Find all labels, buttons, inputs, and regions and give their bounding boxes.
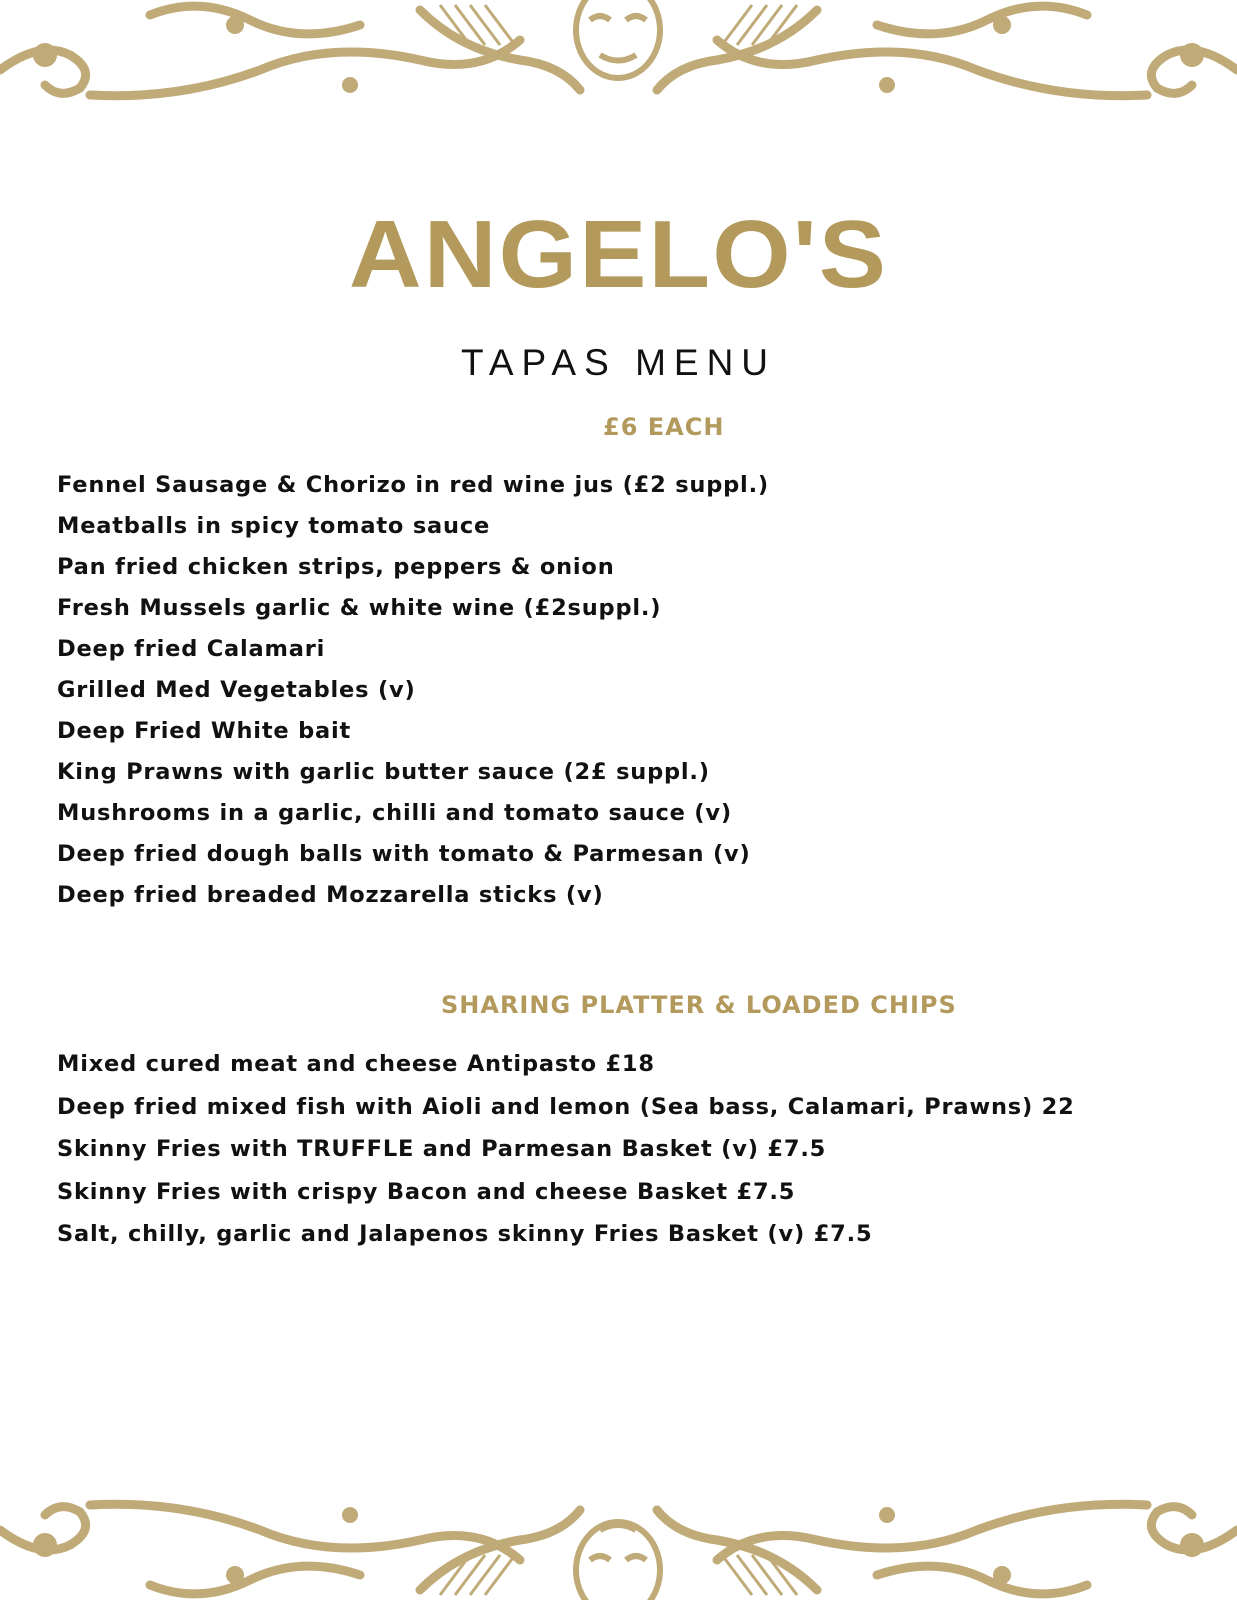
list-item: Meatballs in spicy tomato sauce <box>57 513 491 539</box>
list-item: Mushrooms in a garlic, chilli and tomato sauce (v) <box>57 800 732 826</box>
list-item: Salt, chilly, garlic and Jalapenos skinny Fries Basket (v) £7.5 <box>57 1221 873 1247</box>
list-item: Deep fried Calamari <box>57 636 326 662</box>
list-item: Fresh Mussels garlic & white wine (£2suppl.) <box>57 595 662 621</box>
tapas-price-heading: £6 EACH <box>603 413 725 441</box>
list-item: Mixed cured meat and cheese Antipasto £18 <box>57 1051 655 1077</box>
list-item: Skinny Fries with TRUFFLE and Parmesan Basket (v) £7.5 <box>57 1136 827 1162</box>
baroque-scroll-ornament-icon <box>0 1490 1237 1600</box>
list-item: Deep fried dough balls with tomato & Parmesan (v) <box>57 841 751 867</box>
baroque-scroll-ornament-icon <box>0 0 1237 110</box>
sharing-section-heading: SHARING PLATTER & LOADED CHIPS <box>441 991 957 1019</box>
list-item: Pan fried chicken strips, peppers & onion <box>57 554 615 580</box>
tapas-list <box>57 465 769 916</box>
list-item: Fennel Sausage & Chorizo in red wine jus (£2 suppl.) <box>57 472 769 498</box>
list-item: Deep Fried White bait <box>57 718 352 744</box>
list-item: King Prawns with garlic butter sauce (2£ suppl.) <box>57 759 710 785</box>
list-item: Deep fried breaded Mozzarella sticks (v) <box>57 882 604 908</box>
list-item: Grilled Med Vegetables (v) <box>57 677 416 703</box>
page-title: TAPAS MENU <box>460 342 777 383</box>
restaurant-logo-title: ANGELO'S <box>348 201 889 308</box>
list-item: Deep fried mixed fish with Aioli and lemon (Sea bass, Calamari, Prawns) 22 <box>57 1093 1075 1120</box>
list-item: Skinny Fries with crispy Bacon and cheese Basket £7.5 <box>57 1178 796 1205</box>
sharing-list <box>57 1043 1075 1256</box>
